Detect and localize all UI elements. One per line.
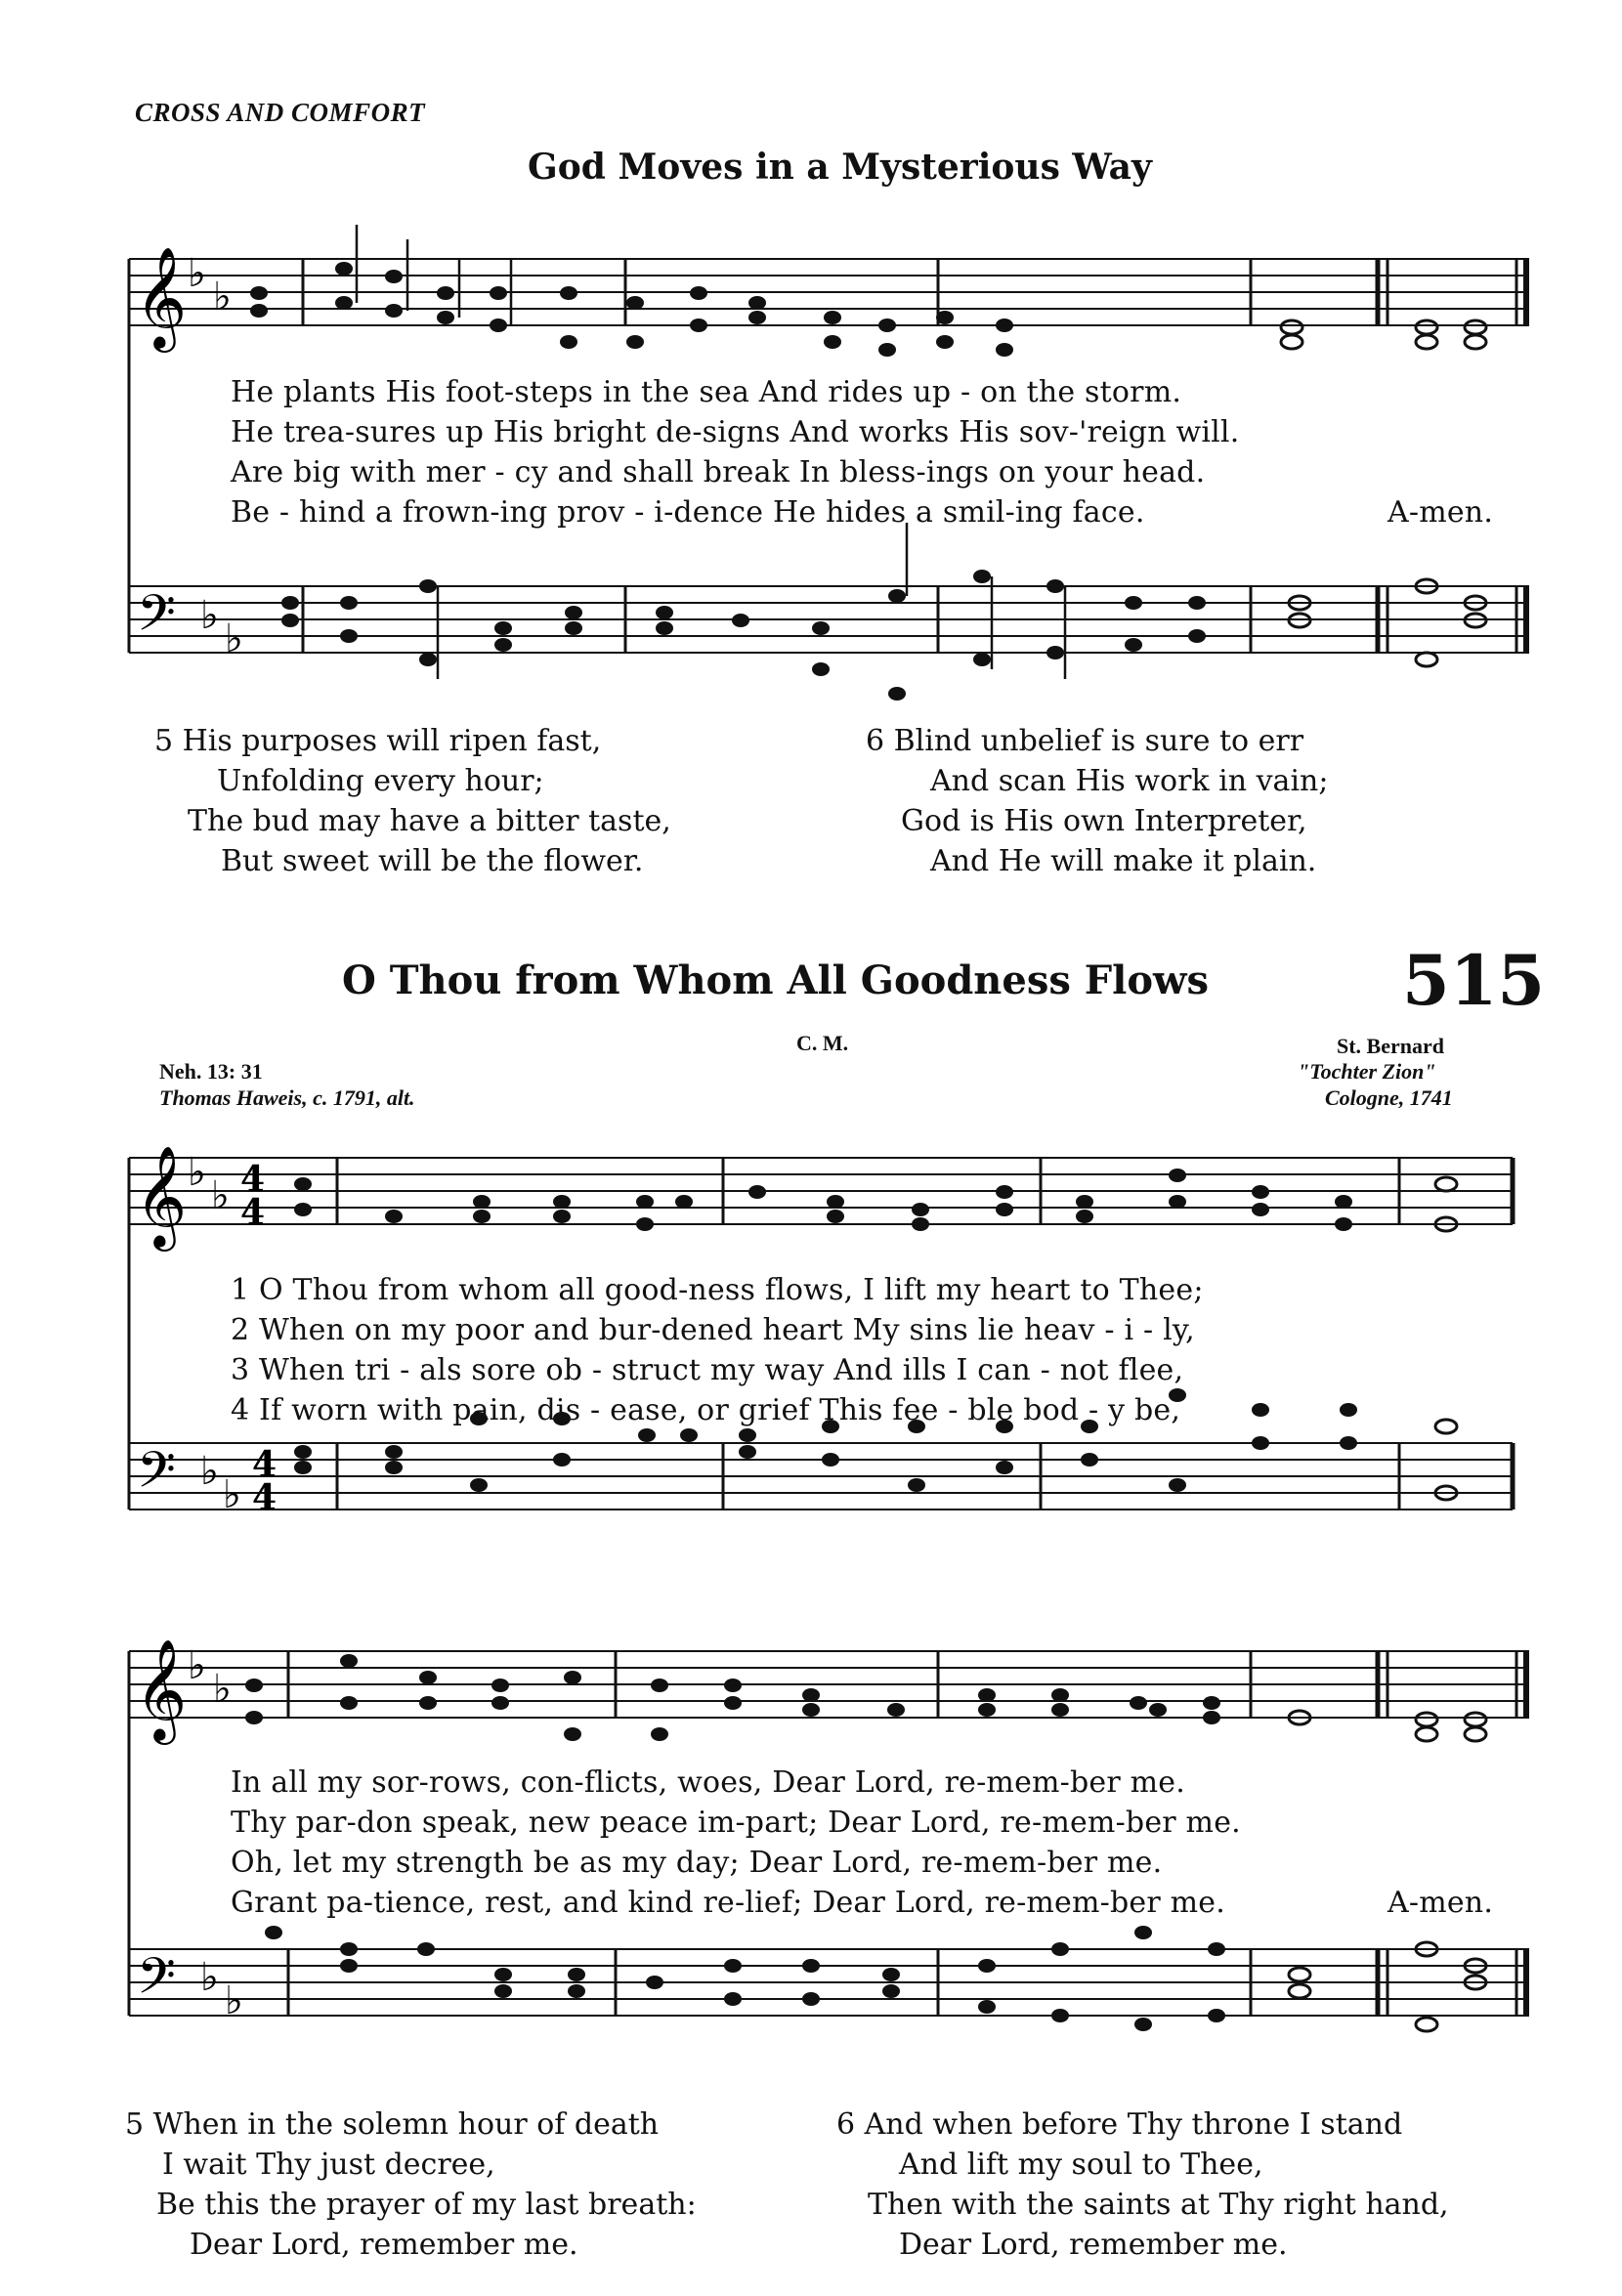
stanza-line: Dear Lord, remember me. [899,2228,1288,2262]
stanza-line: And lift my soul to Thee, [899,2147,1263,2182]
stanza-line: Dear Lord, remember me. [190,2228,578,2262]
treble-clef-icon: 𝄞 [135,1638,188,1741]
svg-text:4: 4 [240,1159,266,1200]
svg-text:♭: ♭ [213,1667,232,1712]
hymn-b-stanza-6 [836,2105,1449,2265]
stanza-line: Be this the prayer of my last breath: [156,2188,697,2222]
hymn-a-title: God Moves in a Mysterious Way [528,147,1152,188]
svg-text:♭: ♭ [188,1643,206,1688]
bass-clef-icon: 𝄢 [137,1946,176,2018]
svg-text:♭: ♭ [211,1173,230,1218]
stanza-line: But sweet will be the flower. [221,844,644,878]
stanza-line: Then with the saints at Thy right hand, [868,2188,1449,2222]
hymn-b-lyric-b-2: Thy par-don speak, new peace im-part; Dear Lord, re-mem-ber me. [231,1806,1241,1840]
treble-clef-icon: 𝄞 [135,246,188,349]
svg-text:♭: ♭ [225,1978,243,2023]
hymn-a-bass-staff [129,586,1529,653]
hymn-b-lyric-a-2: 2 When on my poor and bur-dened heart My sins lie heav - i - ly, [231,1313,1195,1347]
svg-text:♭: ♭ [223,1472,241,1517]
stanza-line: The bud may have a bitter taste, [188,804,671,838]
stanza-line: 5 When in the solemn hour of death [125,2107,660,2142]
hymn-a-stanza-6 [866,721,1328,881]
treble-clef-icon: 𝄞 [135,1145,188,1248]
tune-origin: Cologne, 1741 [1325,1085,1453,1110]
stanza-line: I wait Thy just decree, [162,2147,495,2182]
svg-text:4: 4 [252,1477,277,1518]
stanza-line: And scan His work in vain; [930,764,1329,798]
bass-clef-icon: 𝄢 [137,583,176,655]
hymn-b-lyric-b-1: In all my sor-rows, con-flicts, woes, Dear Lord, re-mem-ber me. [231,1765,1185,1800]
tune-name: St. Bernard [1337,1034,1444,1058]
hymn-a-lyric-line-3: Are big with mer - cy and shall break In bless-ings on your head. [231,455,1206,489]
svg-text:♭: ♭ [213,275,232,319]
stanza-line: God is His own Interpreter, [901,804,1307,838]
hymn-b-title: O Thou from Whom All Goodness Flows [342,957,1210,1003]
stanza-line: Unfolding every hour; [217,764,544,798]
hymn-b-lyric-b-3: Oh, let my strength be as my day; Dear Lord, re-mem-ber me. [231,1846,1163,1880]
hymn-b-lyric-a-3: 3 When tri - als sore ob - struct my way And ills I can - not flee, [231,1353,1184,1387]
bass-clef-icon: 𝄢 [137,1440,176,1511]
svg-text:♭: ♭ [225,617,243,661]
hymn-a-lyric-line-2: He trea-sures up His bright de-signs And works His sov-'reign will. [231,415,1240,449]
author: Thomas Haweis, c. 1791, alt. [159,1085,415,1110]
hymn-a-lyric-line-1: He plants His foot-steps in the sea And rides up - on the storm. [231,375,1182,409]
svg-text:4: 4 [252,1444,277,1485]
svg-text:♭: ♭ [188,251,206,296]
hymn-b-lyric-a-1: 1 O Thou from whom all good-ness flows, I lift my heart to Thee; [231,1273,1204,1307]
scripture-ref: Neh. 13: 31 [159,1059,263,1084]
hymn-b-lyric-a-4: 4 If worn with pain, dis - ease, or grief This fee - ble bod - y be, [231,1393,1181,1427]
hymn-b-lyric-b-4: Grant pa-tience, rest, and kind re-lief; Dear Lord, re-mem-ber me. [231,1886,1225,1920]
section-label: CROSS AND COMFORT [135,98,426,127]
hymn-meter: C. M. [796,1031,849,1055]
svg-text:♭: ♭ [200,1955,219,2000]
tune-source: "Tochter Zion" [1298,1059,1436,1084]
svg-text:4: 4 [240,1192,266,1233]
stanza-line: And He will make it plain. [930,844,1317,878]
note-icon [245,1654,1486,2031]
hymn-b-amen: A-men. [1387,1886,1494,1920]
svg-text:♭: ♭ [200,593,219,638]
hymn-number: 515 [1402,940,1546,1021]
svg-text:♭: ♭ [200,1449,219,1494]
svg-text:♭: ♭ [188,1150,206,1195]
stanza-line: 6 And when before Thy throne I stand [836,2107,1403,2142]
stanza-line: 6 Blind unbelief is sure to err [866,724,1304,758]
hymn-b-stanza-5 [125,2105,697,2265]
hymn-a-lyric-line-4: Be - hind a frown-ing prov - i-dence He hides a smil-ing face. [231,495,1145,530]
hymn-a-stanza-5 [154,721,671,881]
hymn-a-amen: A-men. [1387,495,1494,530]
stanza-line: 5 His purposes will ripen fast, [154,724,602,758]
